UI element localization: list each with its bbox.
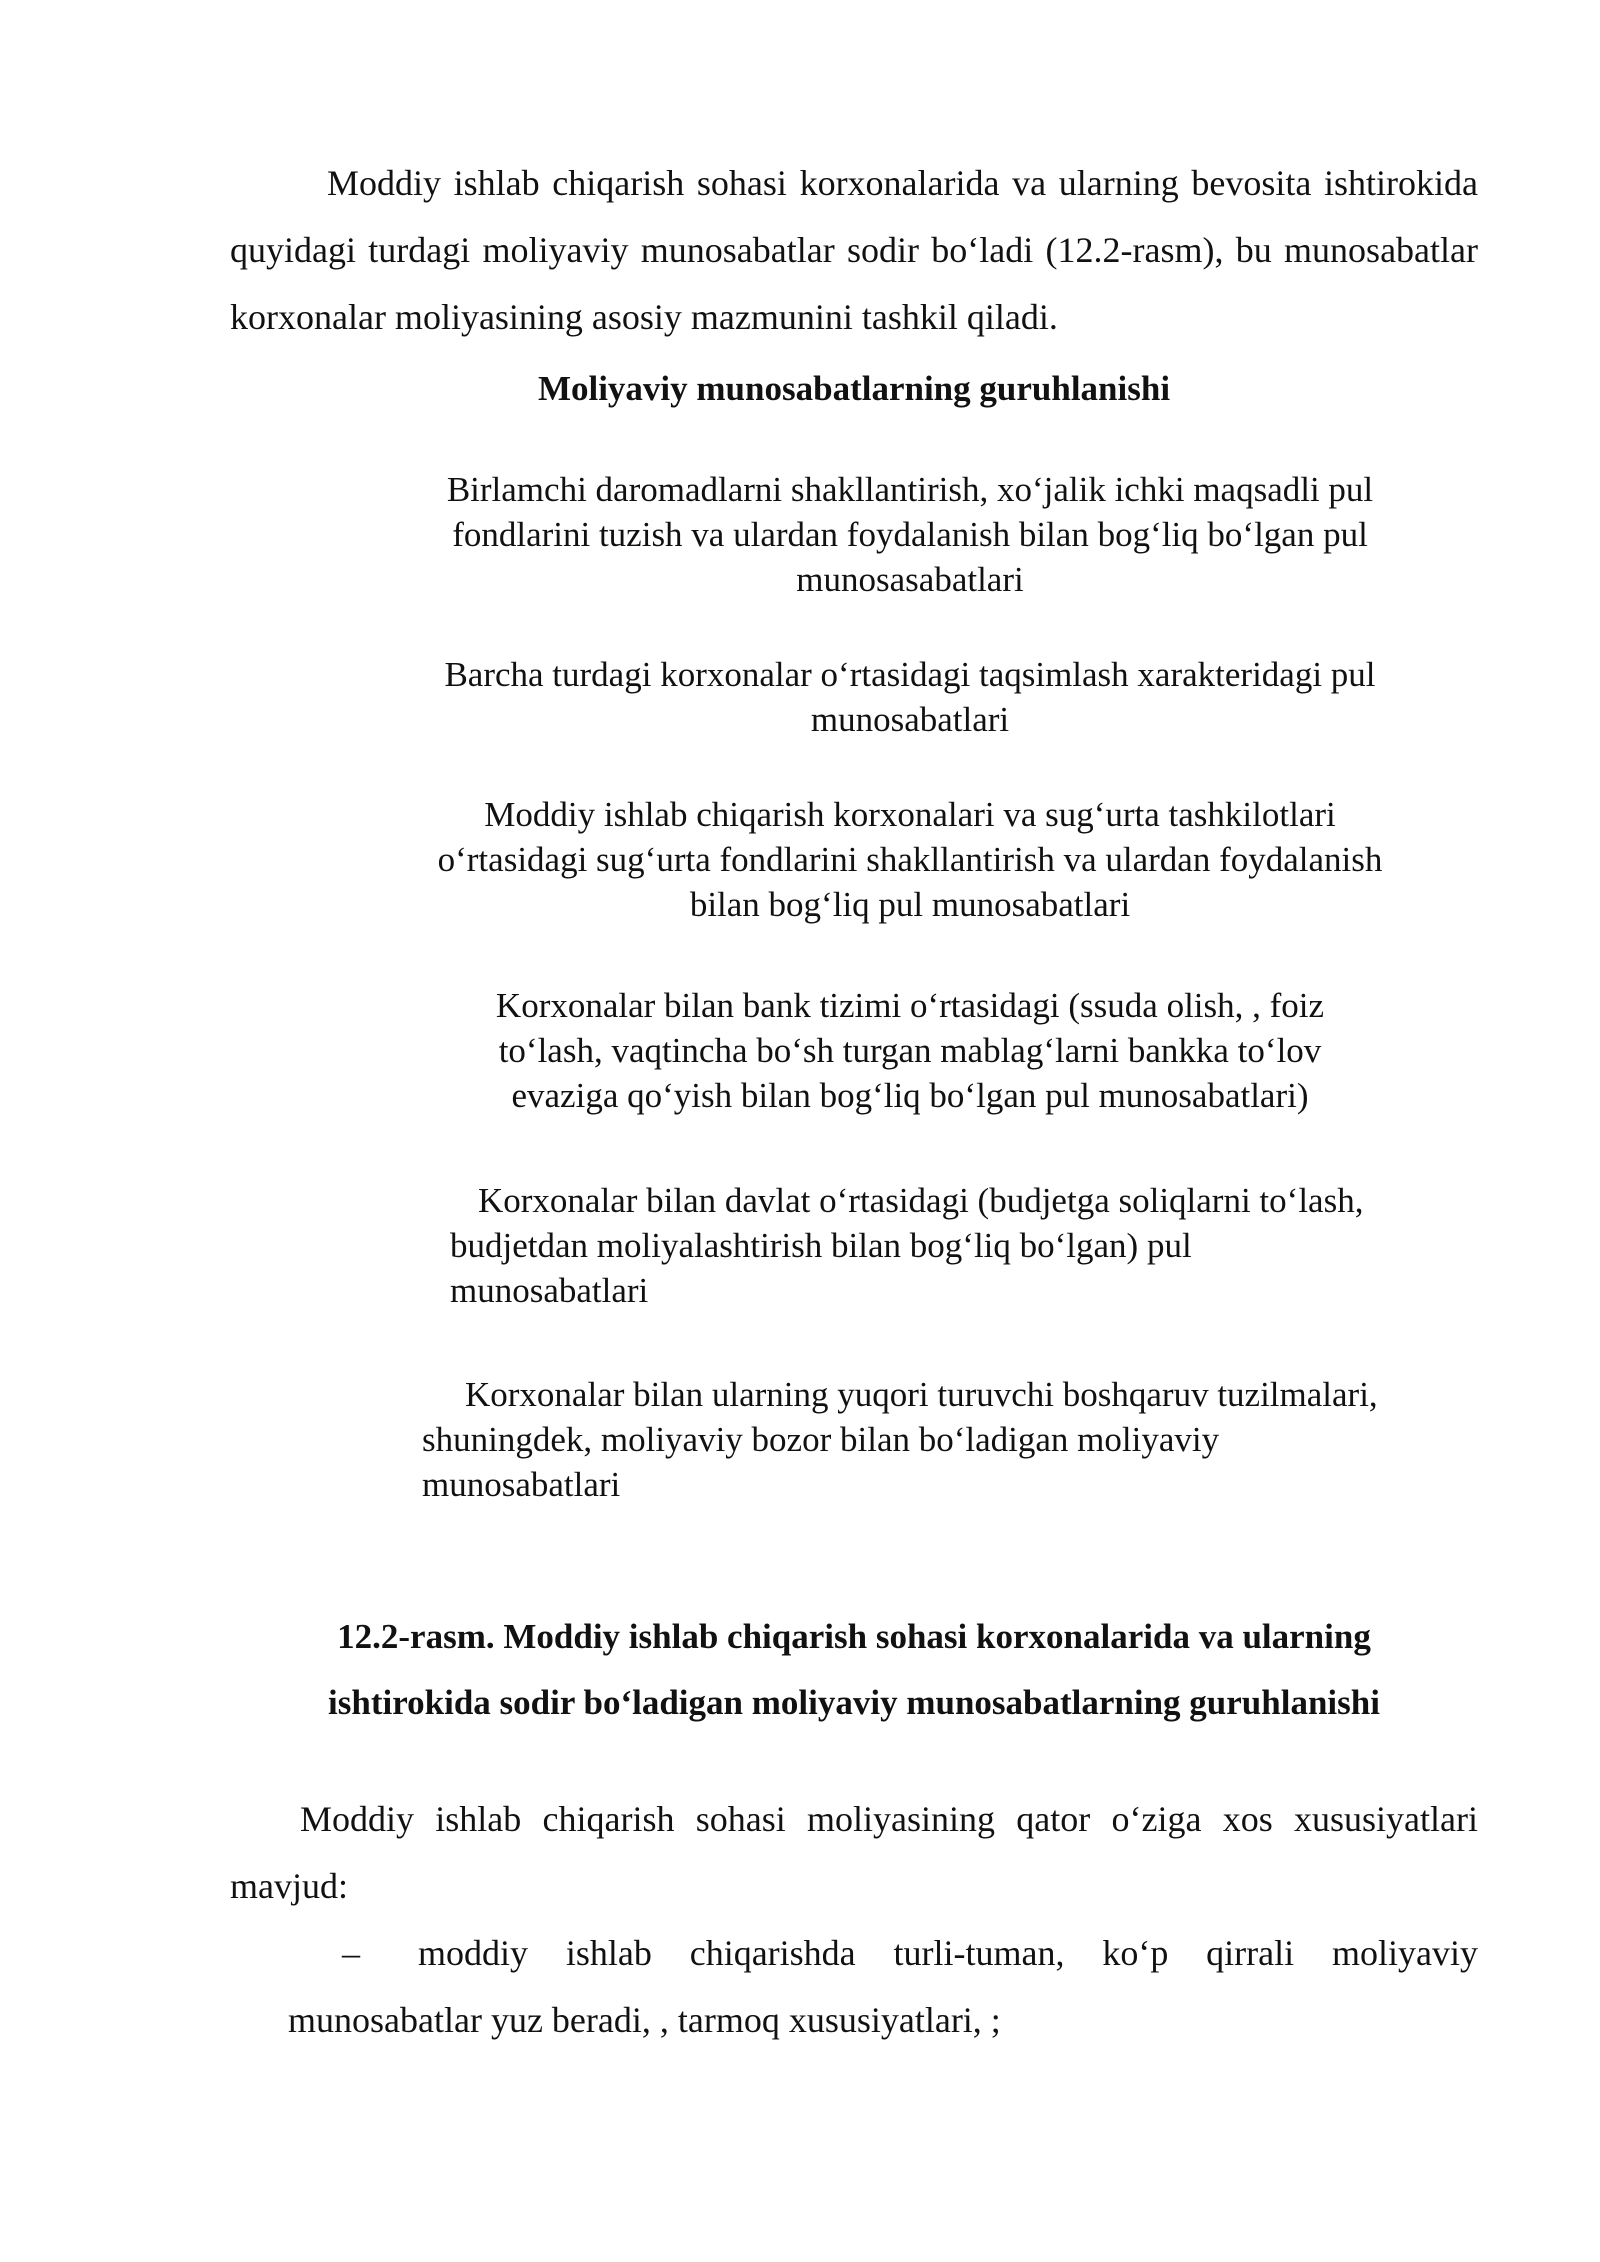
- diagram-block-1: [380, 467, 1440, 602]
- block-4-line-3: evaziga qo‘yish bilan bog‘liq bo‘lgan pul munosabatlari): [511, 1076, 1309, 1115]
- figure-caption: [230, 1604, 1478, 1736]
- block-1-line-1: Birlamchi daromadlarni shakllantirish, xo‘jalik ichki maqsadli pul: [446, 470, 1374, 509]
- bullet-item: [230, 1920, 1478, 2054]
- bullet-line-2: munosabatlar yuz beradi, , tarmoq xususiyatlari, ;: [288, 2000, 1001, 2040]
- block-6-line-3: munosabatlari: [422, 1465, 621, 1504]
- caption-line-2: ishtirokida sodir bo‘ladigan moliyaviy munosabatlarning guruhlanishi: [328, 1683, 1380, 1722]
- block-6-line-2: shuningdek, moliyaviy bozor bilan bo‘ladigan moliyaviy: [422, 1420, 1220, 1459]
- block-4-line-2: to‘lash, vaqtincha bo‘sh turgan mablag‘larni bankka to‘lov: [498, 1031, 1322, 1070]
- block-2-line-1: Barcha turdagi korxonalar o‘rtasidagi taqsimlash xarakteridagi pul: [444, 655, 1376, 694]
- bullet-line-1: moddiy ishlab chiqarishda turli-tuman, ko‘p qirrali moliyaviy: [418, 1933, 1478, 1973]
- diagram-title: Moliyaviy munosabatlarning guruhlanishi: [537, 369, 1171, 408]
- diagram-block-2: [380, 652, 1440, 742]
- block-5-line-3: munosabatlari: [450, 1271, 649, 1310]
- bullet-dash: –: [342, 1933, 360, 1973]
- diagram-block-4: [380, 983, 1440, 1118]
- block-3-line-1: Moddiy ishlab chiqarish korxonalari va sug‘urta tashkilotlari: [484, 795, 1336, 834]
- block-5-line-2: budjetdan moliyalashtirish bilan bog‘liq bo‘lgan) pul: [450, 1226, 1192, 1265]
- block-3-line-3: bilan bog‘liq pul munosabatlari: [689, 885, 1131, 924]
- block-6-line-1: Korxonalar bilan ularning yuqori turuvchi boshqaruv tuzilmalari,: [465, 1375, 1378, 1414]
- block-5-line-1: Korxonalar bilan davlat o‘rtasidagi (budjetga soliqlarni to‘lash,: [478, 1181, 1364, 1220]
- block-1-line-3: munosasabatlari: [796, 560, 1024, 599]
- caption-line-1: 12.2-rasm. Moddiy ishlab chiqarish sohasi korxonalarida va ularning: [337, 1617, 1371, 1656]
- diagram-block-5: [450, 1178, 1510, 1313]
- block-1-line-2: fondlarini tuzish va ulardan foydalanish bilan bog‘liq bo‘lgan pul: [452, 515, 1368, 554]
- features-paragraph: Moddiy ishlab chiqarish sohasi moliyasining qator o‘ziga xos xususiyatlari mavjud:: [230, 1799, 1478, 1906]
- diagram-block-3: [380, 792, 1440, 927]
- block-3-line-2: o‘rtasidagi sug‘urta fondlarini shakllantirish va ulardan foydalanish: [437, 840, 1383, 879]
- diagram-block-6: [422, 1372, 1482, 1507]
- intro-paragraph: Moddiy ishlab chiqarish sohasi korxonalarida va ularning bevosita ishtirokida quyidagi turdagi moliyaviy munosabatlar sodir bo‘ladi (12.2-rasm), bu munosabatlar korxonalar moliyasining asosiy mazmunini tashkil qiladi.: [230, 163, 1478, 337]
- block-4-line-1: Korxonalar bilan bank tizimi o‘rtasidagi (ssuda olish, , foiz: [495, 986, 1325, 1025]
- block-2-line-2: munosabatlari: [810, 700, 1010, 739]
